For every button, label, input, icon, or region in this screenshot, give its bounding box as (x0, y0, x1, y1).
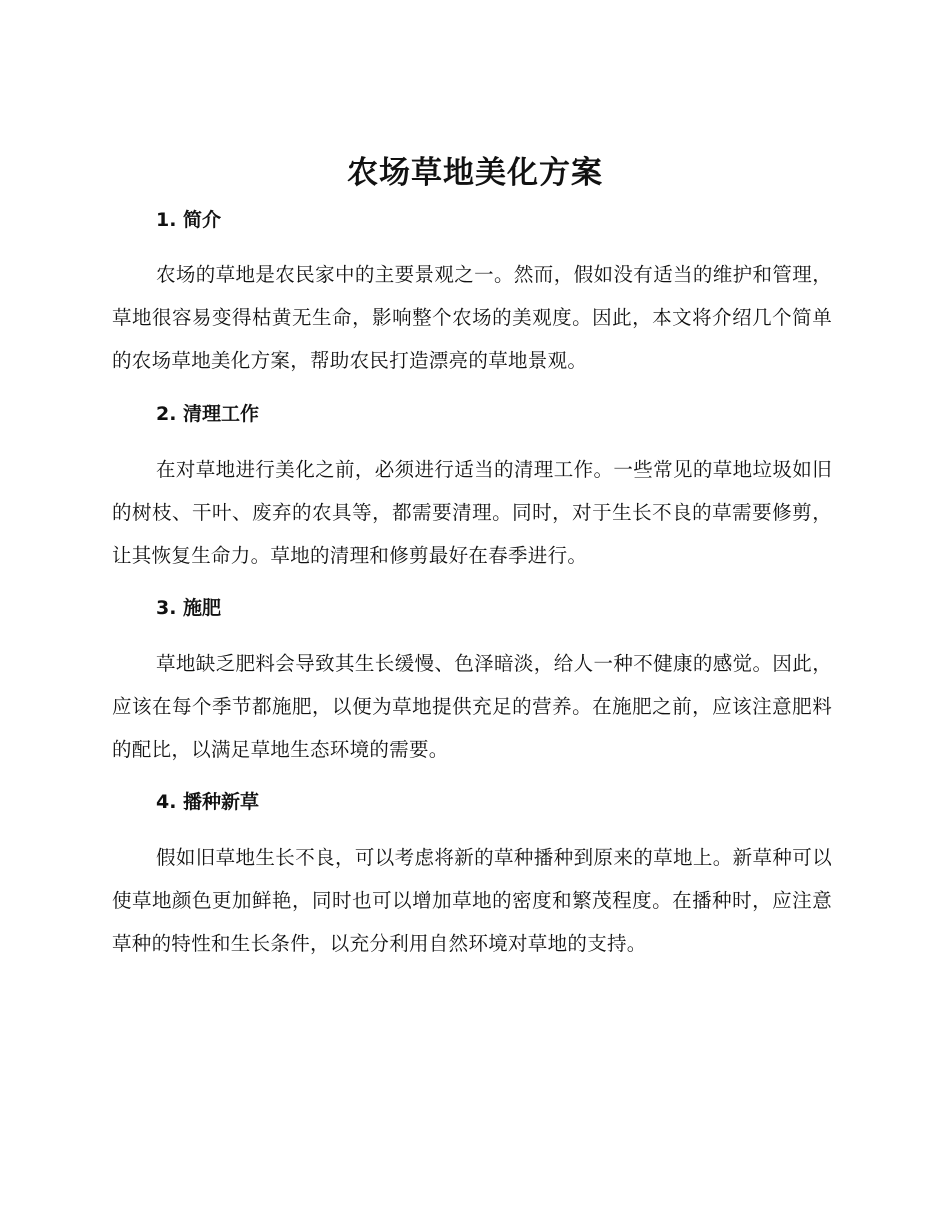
section-paragraph-fertilize: 草地缺乏肥料会导致其生长缓慢、色泽暗淡，给人一种不健康的感觉。因此，应该在每个季节都施肥，以便为草地提供充足的营养。在施肥之前，应该注意肥料的配比，以满足草地生态环境的需要。 (112, 652, 832, 761)
section-paragraph-intro: 农场的草地是农民家中的主要景观之一。然而，假如没有适当的维护和管理，草地很容易变得枯黄无生命，影响整个农场的美观度。因此，本文将介绍几个简单的农场草地美化方案，帮助农民打造漂亮的草地景观。 (112, 263, 832, 372)
section-heading-cleanup: 2. 清理工作 (156, 403, 260, 425)
document-title: 农场草地美化方案 (347, 155, 603, 191)
section-heading-seeding: 4. 播种新草 (156, 791, 260, 813)
section-paragraph-cleanup: 在对草地进行美化之前，必须进行适当的清理工作。一些常见的草地垃圾如旧的树枝、干叶、废弃的农具等，都需要清理。同时，对于生长不良的草需要修剪，让其恢复生命力。草地的清理和修剪最好在春季进行。 (112, 458, 832, 567)
section-heading-fertilize: 3. 施肥 (156, 597, 222, 619)
section-heading-intro: 1. 简介 (156, 209, 222, 231)
section-paragraph-seeding: 假如旧草地生长不良，可以考虑将新的草种播种到原来的草地上。新草种可以使草地颜色更加鲜艳，同时也可以增加草地的密度和繁茂程度。在播种时，应注意草种的特性和生长条件，以充分利用自然环境对草地的支持。 (112, 846, 832, 955)
